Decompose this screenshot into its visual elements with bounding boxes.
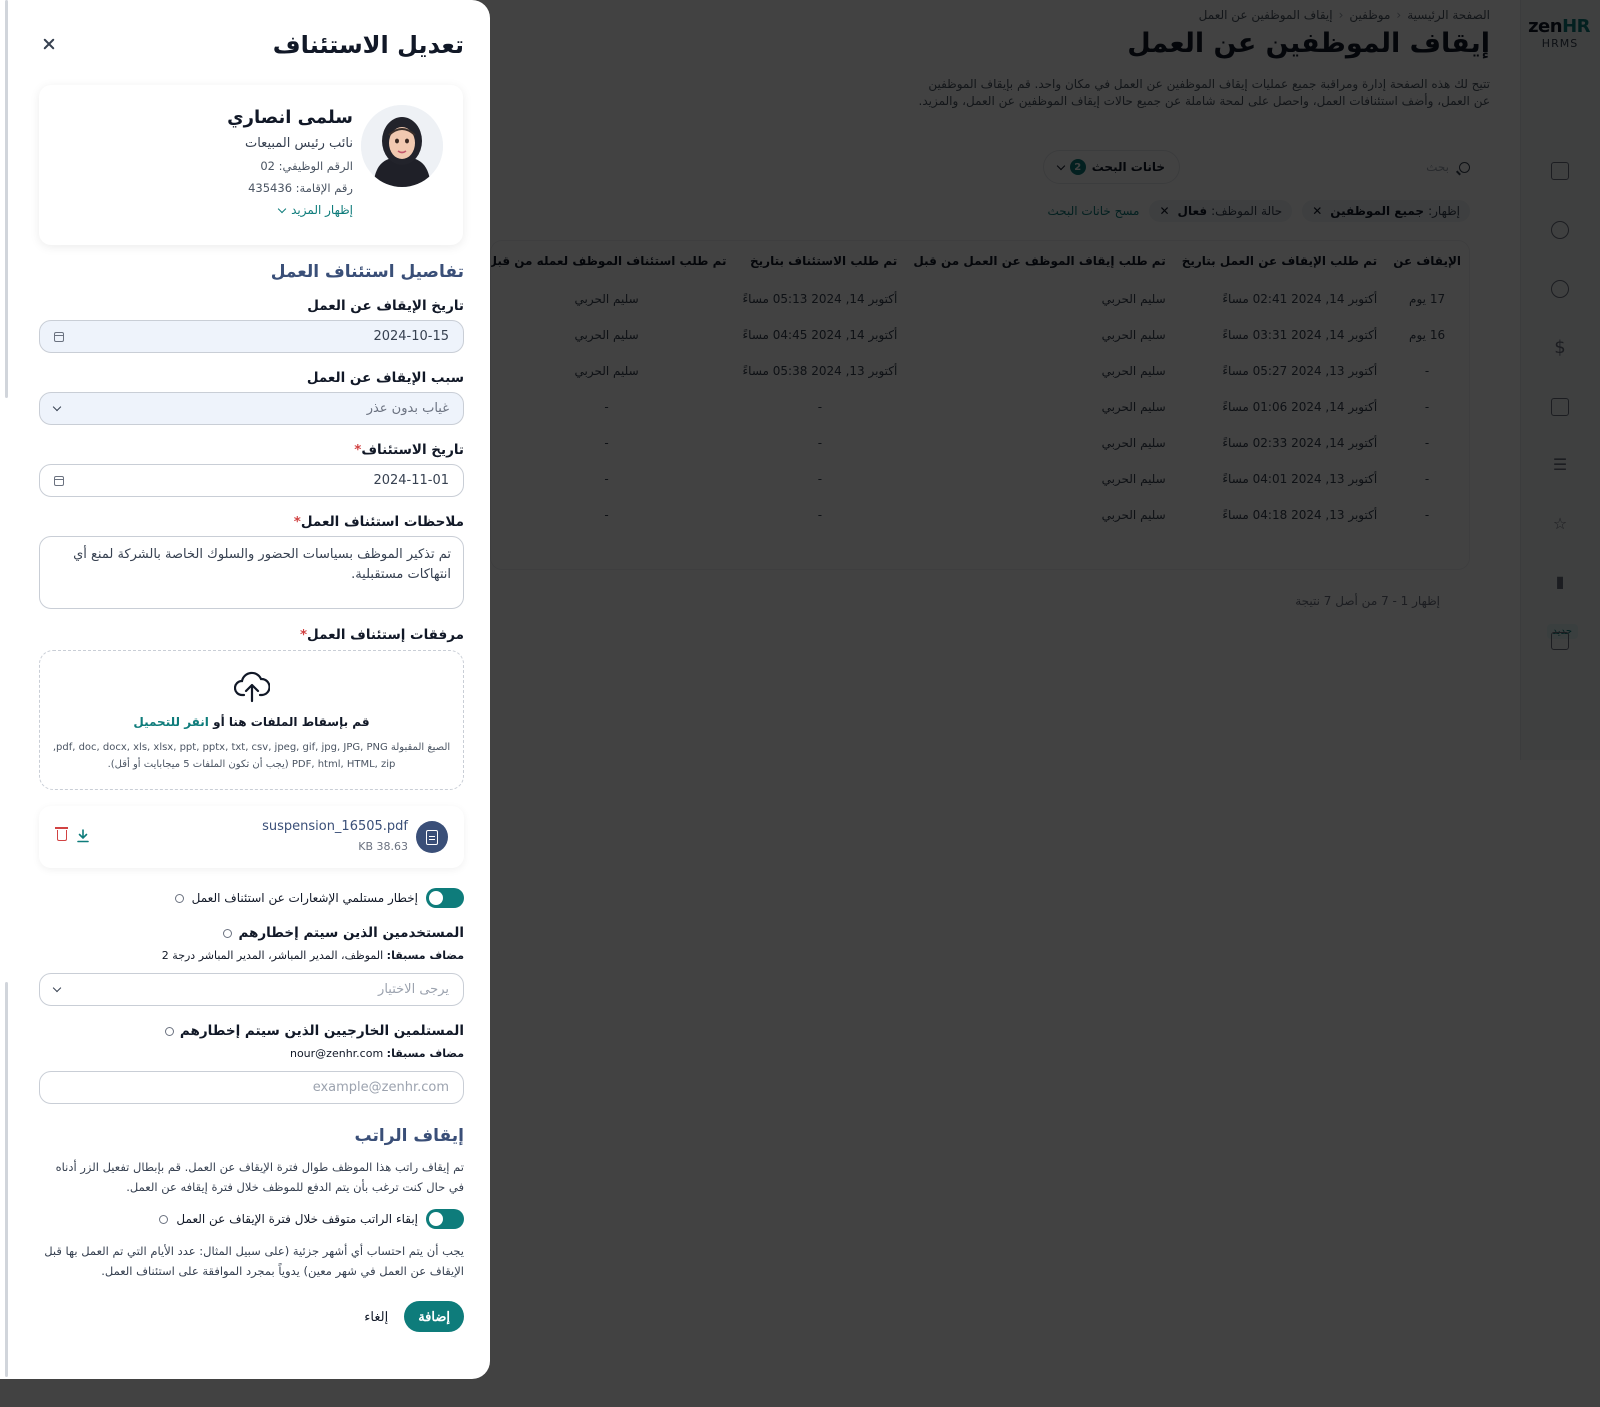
calendar-icon xyxy=(54,476,64,486)
file-size: KB 38.63 xyxy=(358,840,408,853)
close-icon[interactable] xyxy=(38,34,60,56)
chevron-down-icon xyxy=(53,984,61,992)
scrollbar-track xyxy=(5,982,8,1377)
employee-number: الرقم الوظيفي: 02 xyxy=(260,159,353,173)
employee-photo xyxy=(361,105,443,187)
calendar-icon xyxy=(54,332,64,342)
info-icon[interactable] xyxy=(223,929,232,938)
resume-details-heading: تفاصيل استئناف العمل xyxy=(270,262,464,282)
notify-users-preadded: مضاف مسبقا: الموظف، المدير المباشر، المدير المباشر درجة 2 xyxy=(161,949,464,962)
avatar xyxy=(361,105,443,187)
download-icon[interactable] xyxy=(77,828,89,842)
suspension-reason-select[interactable]: غياب بدون عذر xyxy=(39,392,464,425)
notify-users-label: المستخدمين الذين سيتم إخطارهم xyxy=(223,925,464,941)
chevron-down-icon xyxy=(53,403,61,411)
resume-date-field[interactable]: 2024-11-01 xyxy=(39,464,464,497)
resume-notes-label: ملاحظات استئناف العمل* xyxy=(293,514,464,530)
drawer-header xyxy=(38,28,464,62)
delete-icon[interactable] xyxy=(57,830,67,841)
click-to-upload-link[interactable]: انقر للتحميل xyxy=(133,715,209,729)
employee-card xyxy=(39,85,463,245)
document-icon xyxy=(416,821,448,853)
notify-users-select[interactable]: يرجى الاختيار xyxy=(39,973,464,1006)
resume-notes-textarea[interactable]: تم تذكير الموظف بسياسات الحضور والسلوك الخاصة بالشركة لمنع أي انتهاكات مستقبلية. xyxy=(39,536,464,609)
cancel-button[interactable]: إلغاء xyxy=(364,1308,389,1324)
scrollbar[interactable] xyxy=(5,0,8,398)
partial-months-note: يجب أن يتم احتساب أي أشهر جزئية (على سبيل المثال: عدد الأيام التي تم العمل بها قبل الإيقاف عن العمل في شهر معين) يدوياً بمجرد الموافقة على استئناف العمل. xyxy=(44,1244,464,1278)
suspension-date-label: تاريخ الإيقاف عن العمل xyxy=(307,298,464,314)
employee-residency-number: رقم الإقامة: 435436 xyxy=(248,181,353,195)
keep-salary-suspended-toggle[interactable] xyxy=(426,1209,464,1229)
attached-file xyxy=(39,806,464,868)
resume-date-label: تاريخ الاستئناف* xyxy=(354,442,464,458)
add-button[interactable]: إضافة xyxy=(404,1301,464,1332)
notify-external-preadded: مضاف مسبقا: nour@zenhr.com xyxy=(289,1047,464,1060)
show-more-button[interactable]: إظهار المزيد xyxy=(227,203,353,217)
notify-external-label: المستلمين الخارجيين الذين سيتم إخطارهم xyxy=(165,1023,464,1039)
drawer-actions xyxy=(364,1301,464,1332)
info-icon[interactable] xyxy=(165,1027,174,1036)
drop-text: قم بإسقاط الملفات هنا أو xyxy=(213,715,370,729)
notify-recipients-toggle[interactable] xyxy=(426,888,464,908)
info-icon[interactable] xyxy=(159,1215,168,1224)
edit-resume-drawer xyxy=(0,0,490,1379)
file-size-limit: PDF, html, HTML, zip (يجب أن تكون الملفات 5 ميجابايت أو أقل). xyxy=(107,759,396,770)
accepted-formats: الصيغ المقبولة pdf, doc, docx, xls, xlsx, ppt, pptx, txt, csv, jpeg, gif, jpg, JPG, PNG, xyxy=(52,742,451,753)
suspension-date-field[interactable]: 2024-10-15 xyxy=(39,320,464,353)
drawer-title: تعديل الاستئناف xyxy=(272,31,464,59)
upload-cloud-icon xyxy=(234,671,270,703)
file-name[interactable]: suspension_16505.pdf xyxy=(262,819,408,834)
notify-recipients-toggle-row: إخطار مستلمي الإشعارات عن استئناف العمل xyxy=(175,888,464,908)
salary-suspension-heading: إيقاف الراتب xyxy=(354,1126,464,1146)
info-icon[interactable] xyxy=(175,894,184,903)
salary-suspension-text: تم إيقاف راتب هذا الموظف طوال فترة الإيقاف عن العمل. قم بإبطال تفعيل الزر أدناه في حال كنت ترغب بأن يتم الدفع للموظف خلال فترة إيقافه عن العمل. xyxy=(55,1160,464,1194)
file-dropzone[interactable] xyxy=(39,650,464,790)
suspension-reason-label: سبب الإيقاف عن العمل xyxy=(306,370,464,386)
attachments-label: مرفقات إستئناف العمل* xyxy=(299,627,464,643)
employee-name: سلمى انصاري xyxy=(227,107,353,128)
external-email-input[interactable]: example@zenhr.com xyxy=(39,1071,464,1104)
keep-salary-toggle-row: إبقاء الراتب متوقف خلال فترة الإيقاف عن العمل xyxy=(159,1209,464,1229)
employee-job-title: نائب رئيس المبيعات xyxy=(244,136,353,151)
chevron-down-icon xyxy=(278,204,286,212)
